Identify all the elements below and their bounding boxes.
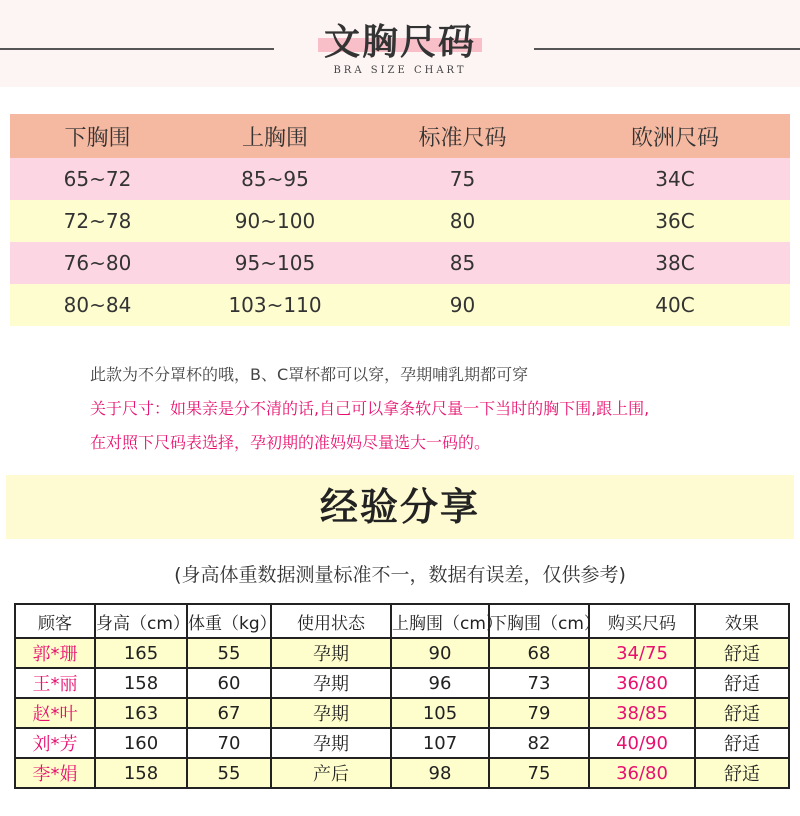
table-cell: 75 [489,758,589,788]
table-row [15,638,789,668]
table-row [15,758,789,788]
size-cell: 90~100 [185,200,365,242]
header-divider-right [534,48,800,50]
cust-col-weight: 体重（kg） [187,604,271,638]
size-cell: 34C [560,158,790,200]
table-cell: 舒适 [695,668,789,698]
size-cell: 40C [560,284,790,326]
customer-name: 郭*珊 [15,638,95,668]
table-cell: 98 [391,758,489,788]
table-cell: 107 [391,728,489,758]
table-cell: 160 [95,728,187,758]
table-cell: 60 [187,668,271,698]
table-cell: 73 [489,668,589,698]
customer-table [14,603,790,789]
size-cell: 76~80 [10,242,185,284]
cust-col-customer: 顾客 [15,604,95,638]
size-cell: 85 [365,242,560,284]
cust-col-bust: 上胸围（cm） [391,604,489,638]
table-row [15,728,789,758]
size-cell: 103~110 [185,284,365,326]
size-row [10,158,790,200]
cust-col-size: 购买尺码 [589,604,695,638]
table-row [15,698,789,728]
table-cell: 产后 [271,758,391,788]
table-cell: 96 [391,668,489,698]
customer-header-row [15,604,789,638]
table-cell: 165 [95,638,187,668]
table-cell: 舒适 [695,638,789,668]
size-cell: 80 [365,200,560,242]
size-cell: 95~105 [185,242,365,284]
size-chart-header-row [10,114,790,158]
note-cup-info: 此款为不分罩杯的哦，B、C罩杯都可以穿，孕期哺乳期都可穿 [90,365,529,384]
table-cell: 舒适 [695,698,789,728]
table-cell: 158 [95,758,187,788]
size-chart-table [10,114,790,326]
table-cell: 105 [391,698,489,728]
table-cell: 79 [489,698,589,728]
page-title [300,14,500,65]
size-cell: 80~84 [10,284,185,326]
table-cell: 68 [489,638,589,668]
size-col-bust: 上胸围 [185,114,365,158]
table-row [15,668,789,698]
table-cell: 90 [391,638,489,668]
size-col-european: 欧洲尺码 [560,114,790,158]
note-choose-tip: 在对照下尺码表选择，孕初期的准妈妈尽量选大一码的。 [90,433,491,452]
page-header [0,0,800,87]
cust-col-status: 使用状态 [271,604,391,638]
cust-col-effect: 效果 [695,604,789,638]
customer-name: 李*娟 [15,758,95,788]
experience-title: 经验分享 [319,485,480,529]
size-cell: 36C [560,200,790,242]
note-measure-tip: 关于尺寸：如果亲是分不清的话,自己可以拿条软尺量一下当时的胸下围,跟上围, [90,399,650,418]
table-cell: 孕期 [271,638,391,668]
table-cell: 孕期 [271,698,391,728]
table-cell: 孕期 [271,728,391,758]
table-cell: 舒适 [695,728,789,758]
size-row [10,284,790,326]
experience-banner [6,475,794,539]
table-cell: 55 [187,758,271,788]
customer-name: 赵*叶 [15,698,95,728]
table-cell: 163 [95,698,187,728]
size-cell: 85~95 [185,158,365,200]
size-cell: 65~72 [10,158,185,200]
customer-name: 刘*芳 [15,728,95,758]
purchased-size: 40/90 [589,728,695,758]
size-notes [90,358,780,460]
size-row [10,200,790,242]
size-cell: 90 [365,284,560,326]
size-cell: 72~78 [10,200,185,242]
cust-col-underbust: 下胸围（cm） [489,604,589,638]
size-row [10,242,790,284]
cust-col-height: 身高（cm） [95,604,187,638]
page-title-text: 文胸尺码 [323,22,476,63]
size-col-standard: 标准尺码 [365,114,560,158]
size-cell: 75 [365,158,560,200]
table-cell: 82 [489,728,589,758]
table-cell: 67 [187,698,271,728]
page-subtitle: BRA SIZE CHART [333,65,467,76]
purchased-size: 36/80 [589,758,695,788]
experience-disclaimer: (身高体重数据测量标准不一，数据有误差，仅供参考) [174,564,626,586]
table-cell: 70 [187,728,271,758]
header-divider-left [0,48,274,50]
purchased-size: 36/80 [589,668,695,698]
table-cell: 158 [95,668,187,698]
table-cell: 孕期 [271,668,391,698]
table-cell: 55 [187,638,271,668]
purchased-size: 34/75 [589,638,695,668]
customer-name: 王*丽 [15,668,95,698]
size-cell: 38C [560,242,790,284]
table-cell: 舒适 [695,758,789,788]
size-col-underbust: 下胸围 [10,114,185,158]
purchased-size: 38/85 [589,698,695,728]
